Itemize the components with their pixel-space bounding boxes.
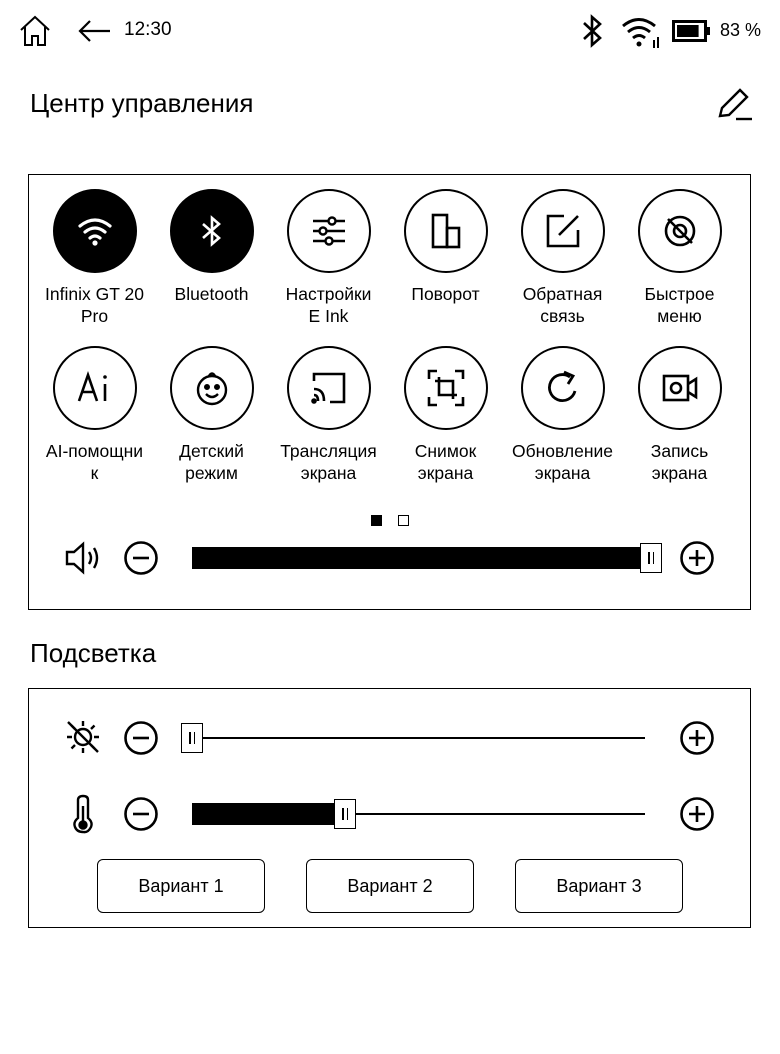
tile-child-face[interactable] — [153, 346, 270, 484]
battery-percent: 83 % — [720, 20, 762, 40]
brightness-off-icon — [65, 719, 101, 755]
crop-screenshot-icon[interactable] — [404, 346, 488, 430]
variant-3-button[interactable]: Вариант 3 — [515, 859, 683, 913]
tile-wifi[interactable] — [36, 189, 153, 327]
variant-1-button[interactable]: Вариант 1 — [97, 859, 265, 913]
tile-label: Обновление экрана — [511, 441, 614, 483]
record-video-icon[interactable] — [638, 346, 722, 430]
tile-label: Поворот — [411, 284, 480, 304]
volume-track[interactable] — [192, 541, 662, 575]
tile-label: Infinix GT 20 Pro — [45, 284, 144, 326]
tile-label: Снимок экрана — [414, 441, 477, 483]
brightness-increase-button[interactable] — [679, 720, 715, 756]
tile-feedback-edit[interactable] — [504, 189, 621, 327]
page-title: Центр управления — [30, 88, 254, 118]
speaker-icon — [63, 539, 103, 577]
battery-icon — [672, 19, 712, 43]
tile-rotate-screen[interactable] — [387, 189, 504, 305]
tile-label: Настройки E Ink — [285, 284, 372, 326]
brightness-decrease-button[interactable] — [123, 720, 159, 756]
feedback-edit-icon[interactable] — [521, 189, 605, 273]
tile-label: Обратная связь — [522, 284, 603, 326]
backlight-section-title: Подсветка — [30, 638, 157, 668]
tile-sliders[interactable] — [270, 189, 387, 327]
slider-fill — [192, 547, 642, 569]
slider-thumb[interactable] — [334, 799, 356, 829]
ai-assistant-icon[interactable] — [53, 346, 137, 430]
wifi-icon[interactable] — [53, 189, 137, 273]
volume-increase-button[interactable] — [679, 540, 715, 576]
tile-refresh[interactable] — [504, 346, 621, 484]
tile-label: Bluetooth — [174, 284, 249, 304]
temperature-decrease-button[interactable] — [123, 796, 159, 832]
quick-settings-panel — [28, 174, 751, 610]
volume-decrease-button[interactable] — [123, 540, 159, 576]
thermometer-icon — [69, 794, 97, 834]
page-dot-1[interactable] — [371, 515, 382, 526]
backlight-panel — [28, 688, 751, 928]
tile-record-video[interactable] — [621, 346, 738, 484]
brightness-slider[interactable] — [181, 721, 645, 755]
wifi-icon — [620, 14, 662, 50]
tile-label: AI-помощни к — [45, 441, 144, 483]
tile-label: Детский режим — [179, 441, 244, 483]
temperature-slider[interactable] — [192, 797, 645, 831]
variant-2-button[interactable]: Вариант 2 — [306, 859, 474, 913]
tile-label: Трансляция экрана — [280, 441, 377, 483]
tile-quick-menu[interactable] — [621, 189, 738, 327]
temperature-increase-button[interactable] — [679, 796, 715, 832]
tile-cast[interactable] — [270, 346, 387, 484]
pencil-icon[interactable] — [714, 84, 754, 124]
slider-thumb[interactable] — [181, 723, 203, 753]
home-icon[interactable] — [18, 14, 52, 48]
refresh-icon[interactable] — [521, 346, 605, 430]
tile-ai-assistant[interactable] — [36, 346, 153, 484]
tile-crop-screenshot[interactable] — [387, 346, 504, 484]
clock: 12:30 — [124, 19, 172, 40]
slider-track — [181, 737, 645, 739]
tile-label: Быстрое меню — [644, 284, 715, 326]
status-bar — [0, 0, 780, 62]
page-dot-2[interactable] — [398, 515, 409, 526]
bluetooth-icon — [578, 13, 608, 49]
child-face-icon[interactable] — [170, 346, 254, 430]
slider-fill — [192, 803, 336, 825]
cast-icon[interactable] — [287, 346, 371, 430]
slider-thumb[interactable] — [640, 543, 662, 573]
tile-label: Запись экрана — [650, 441, 709, 483]
tile-bluetooth[interactable] — [153, 189, 270, 305]
rotate-screen-icon[interactable] — [404, 189, 488, 273]
back-arrow-icon[interactable] — [76, 16, 112, 46]
sliders-icon[interactable] — [287, 189, 371, 273]
bluetooth-icon[interactable] — [170, 189, 254, 273]
quick-menu-icon[interactable] — [638, 189, 722, 273]
